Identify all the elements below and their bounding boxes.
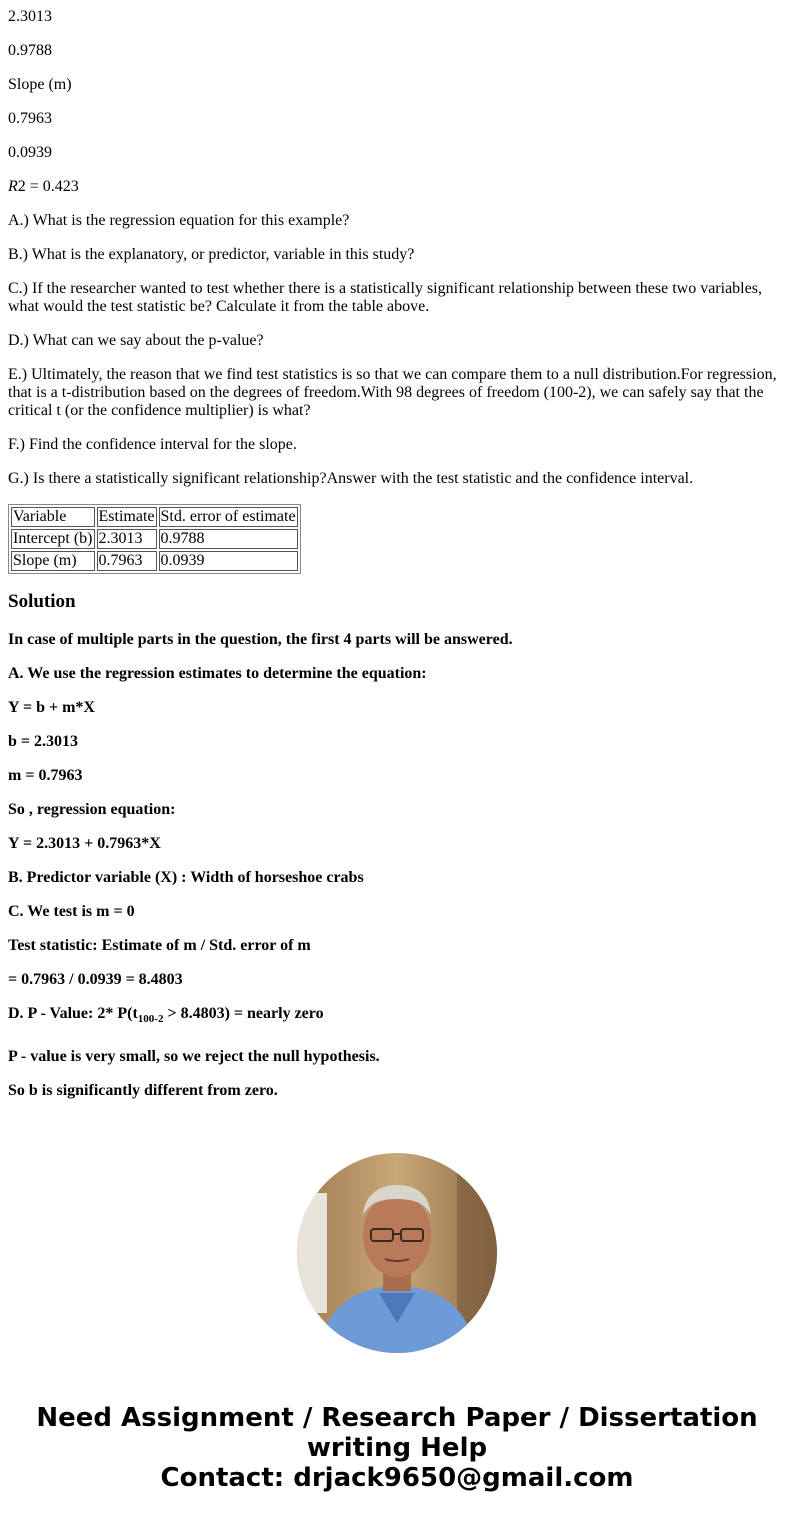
solution-line: C. We test is m = 0 [8, 903, 135, 920]
question-part-c: C.) If the researcher wanted to test whether there is a statistically significant relationship between these two variables, what would the test statistic be? Calculate it from the table above. [8, 280, 762, 315]
intercept-estimate: 2.3013 [8, 8, 52, 25]
table-row [11, 551, 298, 571]
solution-line: Test statistic: Estimate of m / Std. error of m [8, 937, 311, 954]
slope-estimate: 0.7963 [8, 110, 52, 127]
question-part-b: B.) What is the explanatory, or predictor, variable in this study? [8, 246, 415, 263]
p-value-suffix: > 8.4803) = nearly zero [163, 1005, 324, 1022]
r-squared-value: 2 = 0.423 [17, 178, 79, 195]
question-part-g: G.) Is there a statistically significant relationship?Answer with the test statistic and the confidence interval. [8, 470, 694, 487]
solution-line: In case of multiple parts in the question, the first 4 parts will be answered. [8, 631, 513, 648]
estimates-table [8, 504, 301, 574]
table-cell: 0.9788 [159, 529, 298, 549]
solution-line: So b is significantly different from zero. [8, 1082, 278, 1100]
question-part-f: F.) Find the confidence interval for the slope. [8, 436, 297, 453]
solution-line: = 0.7963 / 0.0939 = 8.4803 [8, 971, 183, 988]
question-part-a: A.) What is the regression equation for this example? [8, 212, 350, 229]
p-value-line [8, 1005, 786, 1028]
solution-line: P - value is very small, so we reject the null hypothesis. [8, 1048, 380, 1066]
promo-line-1: Need Assignment / Research Paper / Dissertation [36, 1403, 758, 1433]
table-cell: 0.0939 [159, 551, 298, 571]
table-header-cell: Std. error of estimate [160, 508, 296, 525]
solution-line: m = 0.7963 [8, 767, 83, 784]
document-body [8, 0, 786, 1116]
table-cell: Intercept (b) [13, 530, 93, 547]
table-cell: 2.3013 [97, 529, 157, 549]
solution-heading: Solution [8, 591, 76, 612]
question-part-e: E.) Ultimately, the reason that we find test statistics is so that we can compare them to a null distribution.For regression, that is a t-distribution based on the degrees of freedom.With 98 degrees of freedom (100-2), we can safely say that the critical t (or the confidence multiplier) is what? [8, 366, 777, 419]
table-header-cell: Estimate [98, 508, 155, 525]
table-header-row [11, 507, 298, 527]
table-cell: Slope (m) [11, 551, 95, 571]
solution-line: So , regression equation: [8, 801, 176, 818]
solution-line: b = 2.3013 [8, 733, 79, 750]
table-cell: 0.7963 [97, 551, 157, 571]
solution-line: B. Predictor variable (X) : Width of horseshoe crabs [8, 869, 364, 886]
solution-line: Y = b + m*X [8, 699, 95, 716]
question-part-d: D.) What can we say about the p-value? [8, 332, 264, 349]
slope-label: Slope (m) [8, 76, 72, 93]
promo-banner [0, 1403, 794, 1493]
p-value-prefix: D. P - Value: 2* P(t [8, 1005, 138, 1022]
avatar [297, 1153, 497, 1353]
intercept-se: 0.9788 [8, 42, 52, 59]
slope-se: 0.0939 [8, 144, 52, 161]
table-header-cell: Variable [11, 507, 95, 527]
r-squared [8, 178, 786, 196]
p-value-subscript: 100-2 [137, 1013, 164, 1026]
avatar-portrait [297, 1153, 497, 1353]
promo-contact: Contact: drjack9650@gmail.com [160, 1463, 634, 1493]
promo-line-2: writing Help [306, 1433, 488, 1463]
r-squared-var: R [8, 178, 18, 195]
solution-line: A. We use the regression estimates to determine the equation: [8, 665, 427, 682]
table-row [11, 529, 298, 549]
solution-line: Y = 2.3013 + 0.7963*X [8, 835, 161, 852]
